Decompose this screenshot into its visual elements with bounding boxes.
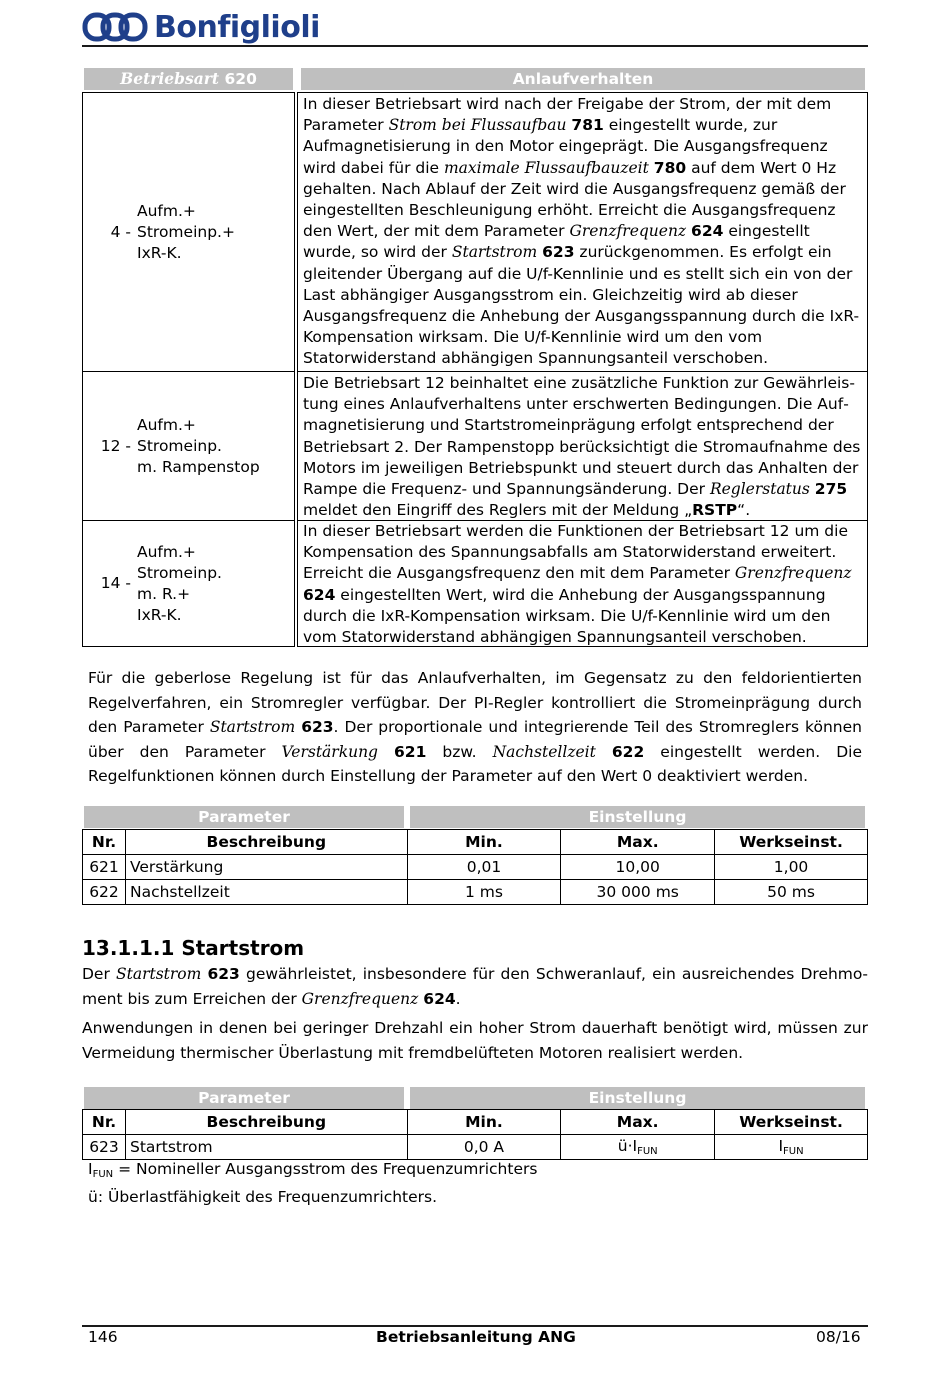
- cell-nr: 622: [83, 880, 126, 905]
- param-number: 624: [303, 585, 336, 604]
- footer-rule: [82, 1325, 868, 1327]
- mode-row2-number: 12 -: [100, 436, 131, 455]
- param-table1: [82, 829, 868, 905]
- brand-name: Bonfiglioli: [154, 9, 320, 45]
- startstrom-paragraph: Der Startstrom 623 gewährleistet, insbesondere für den Schweranlauf, ein ausreichendes Drehmoment bis zum Erreichen der Grenzfrequenz 624.: [82, 965, 868, 1008]
- cell-desc: Nachstellzeit: [125, 880, 407, 905]
- mode-row3-number: 14 -: [100, 574, 131, 592]
- controller-paragraph: Für die geberlose Regelung ist für das Anlaufverhalten, im Gegensatz zu den feldorientierten Regelverfahren, ein Stromregler verfügbar. Der PI-Regler kontrolliert die Stromeinprägung durch den Parameter Startstrom 623. Der proportionale und integrierende Teil des Stromreglers können über den Parameter Verstärkung 621 bzw. Nachstellzeit 622 eingestellt werden. Die Regelfunktionen können durch Einstellung der Parameter auf den Wert 0 deaktiviert werden.: [88, 669, 862, 785]
- section-number: 13.1.1.1: [82, 936, 175, 960]
- param-table1-group-setting: Einstellung: [410, 806, 865, 828]
- cell-default: [715, 1135, 868, 1160]
- param-number: 623: [301, 718, 334, 736]
- param-table2: [82, 1109, 868, 1160]
- mode-row3-name: Aufm.+ Stromeinp. m. R.+ IxR-K.: [137, 542, 222, 624]
- section-heading: [82, 936, 304, 960]
- footer-page-number: 146: [88, 1328, 118, 1346]
- note-ifun-text: = Nomineller Ausgangsstrom des Frequenzumrichters: [113, 1160, 538, 1178]
- cell-nr: 621: [83, 855, 126, 880]
- cell-default: 1,00: [715, 855, 868, 880]
- mode-row1-number: 4 -: [110, 222, 131, 241]
- mode-col1-header: [84, 68, 293, 90]
- param-name: Startstrom: [451, 243, 538, 262]
- mode-row1-label: [82, 92, 295, 372]
- param-number: 275: [814, 480, 848, 499]
- table-row: [83, 1135, 868, 1160]
- cell-desc: Startstrom: [125, 1135, 407, 1160]
- mode-row2-description: Die Betriebsart 12 beinhaltet eine zusätzliche Funktion zur Gewährleistung eines Anlaufverhaltens unter erschwerten Bedingungen. Die Aufmagnetisierung und Startstromeinprägung erfolgt entsprechend der Betriebsart 2. Der Rampenstopp berücksichtigt die Stromaufnahme des Motors im jeweiligen Betriebspunkt und steuert durch das Anhalten der Rampe die Frequenz- und Spannungsänderung. Der Reglerstatus 275 meldet den Eingriff des Reglers mit der Meldung „RSTP“.: [303, 374, 861, 520]
- note-overload: ü: Überlastfähigkeit des Frequenzumrichters.: [88, 1188, 438, 1206]
- max-prefix: ü·I: [617, 1137, 638, 1155]
- default-prefix: I: [778, 1137, 784, 1155]
- param-table2-header-row: [83, 1110, 868, 1135]
- param-name: Startstrom: [115, 965, 202, 983]
- col-werkseinst: Werkseinst.: [715, 830, 868, 855]
- param-name: Strom bei Flussaufbau: [388, 116, 567, 135]
- param-number: RSTP: [692, 501, 738, 520]
- mode-row2-label: [82, 371, 295, 521]
- col-werkseinst: Werkseinst.: [715, 1110, 868, 1135]
- mode-row2-name: Aufm.+ Stromeinp. m. Rampenstop: [137, 415, 260, 476]
- param-name: Startstrom: [209, 718, 296, 736]
- mode-row1-name: Aufm.+ Stromeinp.+ IxR-K.: [137, 201, 235, 262]
- cell-min: 0,01: [407, 855, 561, 880]
- col-nr: Nr.: [83, 1110, 126, 1135]
- note-ifun-symbol: I: [88, 1160, 93, 1178]
- param-name: Verstärkung: [281, 742, 378, 761]
- param-number: 624: [691, 222, 724, 241]
- param-table2-group-setting: Einstellung: [410, 1087, 865, 1109]
- application-paragraph: Anwendungen in denen bei geringer Drehzahl ein hoher Strom dauerhaft benötigt wird, müssen zur Vermeidung thermischer Überlastung mit fremdbelüfteten Motoren realisiert werden.: [82, 1019, 868, 1062]
- param-number: 623: [207, 965, 240, 983]
- mode-col1-label: Betriebsart: [120, 69, 220, 88]
- param-table1-group-parameter: Parameter: [84, 806, 404, 828]
- bonfiglioli-logo-icon: [82, 10, 148, 44]
- cell-max: 30 000 ms: [561, 880, 715, 905]
- param-name: Grenzfrequenz: [734, 564, 852, 583]
- max-subscript: FUN: [637, 1146, 658, 1157]
- cell-default: 50 ms: [715, 880, 868, 905]
- footer-title: Betriebsanleitung ANG: [376, 1328, 576, 1346]
- col-max: Max.: [561, 1110, 715, 1135]
- param-table2-group-parameter: Parameter: [84, 1087, 404, 1109]
- param-name: Grenzfrequenz: [301, 989, 419, 1008]
- param-number: 780: [653, 158, 687, 177]
- mode-col2-header: Anlaufverhalten: [301, 68, 865, 90]
- param-name: Reglerstatus: [709, 480, 810, 499]
- mode-row3-description: In dieser Betriebsart werden die Funktionen der Betriebsart 12 um die Kompensation des Spannungsabfalls am Statorwiderstand erweitert. Erreicht die Ausgangsfrequenz den mit dem Parameter Grenzfrequenz 624 eingestellten Wert, wird die Anhebung der Ausgangsspannung durch die IxR-Kompensation wirksam. Die U/f-Kennlinie wird um den vom Statorwiderstand abhängigen Spannungsanteil verschoben.: [303, 522, 852, 647]
- mode-row3-label: [82, 520, 295, 647]
- table-row: [83, 880, 868, 905]
- cell-min: 1 ms: [407, 880, 561, 905]
- table-row: [83, 855, 868, 880]
- col-nr: Nr.: [83, 830, 126, 855]
- cell-max: 10,00: [561, 855, 715, 880]
- default-subscript: FUN: [783, 1146, 804, 1157]
- param-name: Nachstellzeit: [492, 742, 596, 761]
- col-beschreibung: Beschreibung: [125, 830, 407, 855]
- note-ifun-subscript: FUN: [92, 1169, 114, 1180]
- col-beschreibung: Beschreibung: [125, 1110, 407, 1135]
- param-table1-header-row: [83, 830, 868, 855]
- mode-col1-num: 620: [224, 70, 257, 88]
- mode-row1-description: In dieser Betriebsart wird nach der Freigabe der Strom, der mit dem Parameter Strom bei Flussaufbau 781 eingestellt wurde, zur Aufmagnetisierung in den Motor eingeprägt. Die Ausgangsfrequenz wird dabei für die maximale Flussaufbauzeit 780 auf dem Wert 0 Hz gehalten. Nach Ablauf der Zeit wird die Ausgangsfrequenz gemäß der eingestellten Beschleunigung erhöht. Erreicht die Ausgangsfrequenz den Wert, der mit dem Parameter Grenzfrequenz 624 eingestellt wurde, so wird der Startstrom 623 zurückgenommen. Es erfolgt ein gleitender Übergang auf die U/f-Kennlinie und es stellt sich ein von der Last abhängiger Ausgangsstrom ein. Gleichzeitig wird ab dieser Ausgangsfrequenz die Anhebung der Ausgangsspannung durch die IxR-Kompensation wirksam. Die U/f-Kennlinie wird um den vom Statorwiderstand abhängigen Spannungsanteil verschoben.: [303, 95, 860, 368]
- param-number: 781: [571, 116, 604, 135]
- cell-max: [561, 1135, 715, 1160]
- param-name: maximale Flussaufbauzeit: [443, 158, 649, 177]
- param-number: 624: [423, 989, 456, 1008]
- param-number: 622: [611, 742, 645, 761]
- cell-desc: Verstärkung: [125, 855, 407, 880]
- header-rule: [82, 45, 868, 47]
- cell-nr: 623: [83, 1135, 126, 1160]
- cell-min: 0,0 A: [407, 1135, 561, 1160]
- brand-logo: [82, 8, 320, 46]
- col-max: Max.: [561, 830, 715, 855]
- footer-date: 08/16: [816, 1328, 861, 1346]
- col-min: Min.: [407, 830, 561, 855]
- col-min: Min.: [407, 1110, 561, 1135]
- param-name: Grenzfrequenz: [569, 222, 687, 241]
- param-number: 621: [394, 742, 427, 761]
- note-ifun: [88, 1157, 862, 1188]
- param-number: 623: [542, 243, 575, 262]
- section-title-text: Startstrom: [181, 936, 305, 960]
